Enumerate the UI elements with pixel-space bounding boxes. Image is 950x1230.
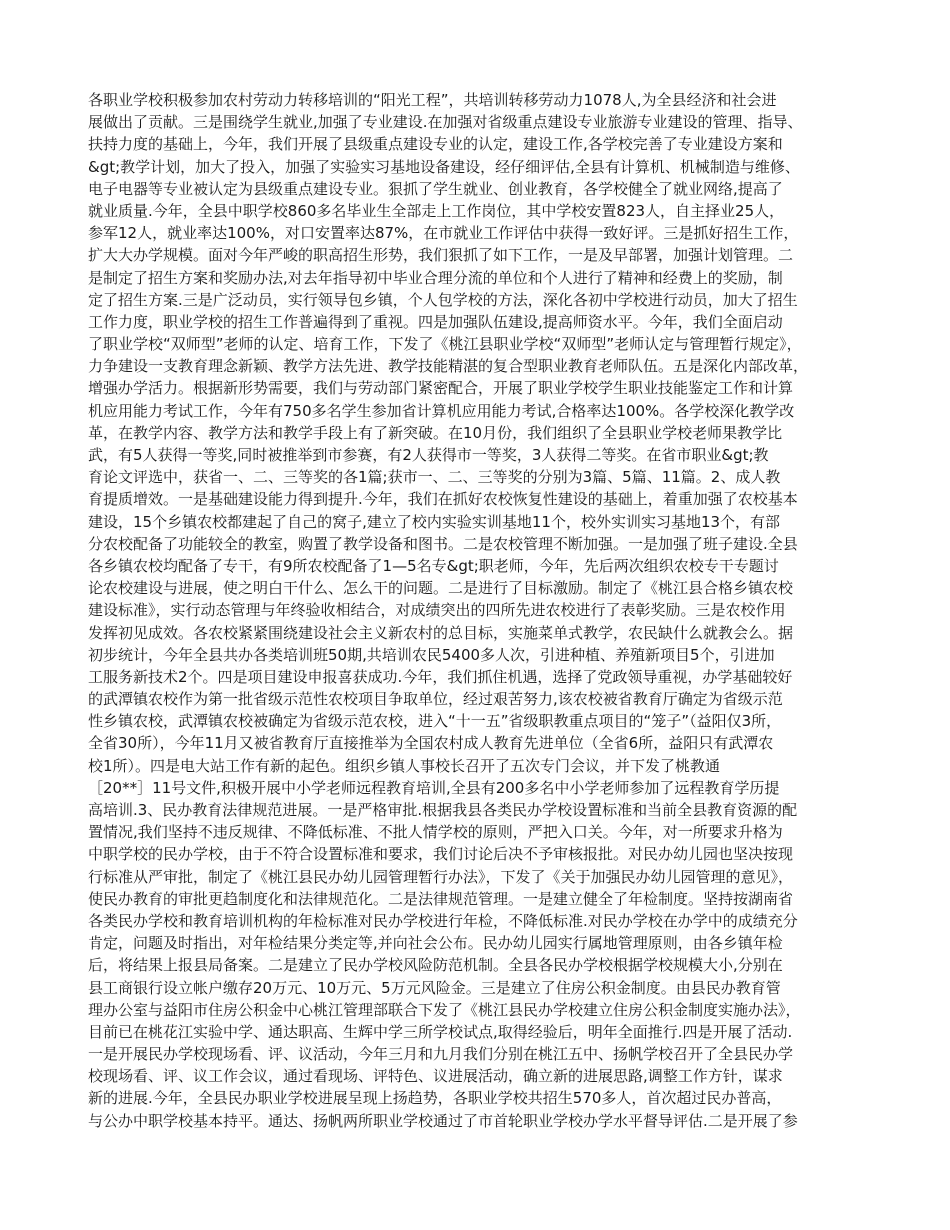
text-line: 电子电器等专业被认定为县级重点建设专业。狠抓了学生就业、创业教育，各学校健全了就业网络,提高了 bbox=[88, 179, 783, 198]
text-line: 初步统计，今年全县共办各类培训班50期,共培训农民5400多人次，引进种植、养殖新项目5个，引进加 bbox=[88, 645, 775, 664]
text-line: 后，将结果上报县局备案。二是建立了民办学校风险防范机制。全县各民办学校根据学校规模大小,分别在 bbox=[88, 956, 783, 975]
text-line: 是制定了招生方案和奖励办法,对去年指导初中毕业合理分流的单位和个人进行了精神和经费上的奖励，制 bbox=[88, 268, 783, 287]
text-line: 建设，15个乡镇农校都建起了自己的窝子,建立了校内实验实训基地11个，校外实训实习基地13个，有部 bbox=[88, 512, 781, 531]
text-line: 校现场看、评、议工作会议，通过看现场、评特色、议进展活动，确立新的进展思路,调整工作方针，谋求 bbox=[88, 1067, 783, 1086]
text-line: 各乡镇农校均配备了专干，有9所农校配备了1—5名专&gt;职老师，今年，先后两次组织农校专干专题讨 bbox=[88, 556, 779, 575]
text-line: 定了招生方案.三是广泛动员，实行领导包乡镇，个人包学校的方法，深化各初中学校进行动员，加大了招生 bbox=[88, 290, 798, 309]
text-line: 使民办教育的审批更趋制度化和法律规范化。二是法律规范管理。一是建立健全了年检制度。坚持按湖南省 bbox=[88, 889, 794, 908]
text-line: 的武潭镇农校作为第一批省级示范性农校项目争取单位，经过艰苦努力,该农校被省教育厅确定为省级示范 bbox=[88, 690, 783, 709]
text-line: 工作力度，职业学校的招生工作普遍得到了重视。四是加强队伍建设,提高师资水平。今年，我们全面启动 bbox=[88, 312, 783, 331]
text-line: &gt;教学计划，加大了投入，加强了实验实习基地设备建设，经仔细评估,全县有计算机、机械制造与维修、 bbox=[88, 157, 800, 176]
text-line: 发挥初见成效。各农校紧紧围绕建设社会主义新农村的总目标，实施菜单式教学，农民缺什么就教会么。据 bbox=[88, 623, 794, 642]
text-line: 建设标准》，实行动态管理与年终验收相结合，对成绩突出的四所先进农校进行了表彰奖励。三是农校作用 bbox=[88, 601, 786, 620]
text-line: 县工商银行设立帐户缴存20万元、10万元、5万元风险金。三是建立了住房公积金制度。由县民办教育管 bbox=[88, 978, 781, 997]
text-line: 力争建设一支教育理念新颖、教学方法先进、教学技能精湛的复合型职业教育老师队伍。五是深化内部改革， bbox=[88, 357, 809, 376]
text-line: 育提质增效。一是基础建设能力得到提升.今年，我们在抓好农校恢复性建设的基础上，着重加强了农校基本 bbox=[88, 490, 798, 509]
text-line: 机应用能力考试工作，今年有750多名学生参加省计算机应用能力考试,合格率达100%。各学校深化教学改 bbox=[88, 401, 795, 420]
text-line: 与公办中职学校基本持平。通达、扬帆两所职业学校通过了市首轮职业学校办学水平督导评估.二是开展了参 bbox=[88, 1111, 798, 1130]
text-line: 高培训.3、民办教育法律规范进展。一是严格审批.根据我县各类民办学校设置标准和当前全县教育资源的配 bbox=[88, 801, 798, 819]
document-body-text bbox=[88, 89, 878, 1132]
text-line: 各类民办学校和教育培训机构的年检标准对民办学校进行年检，不降低标准.对民办学校在办学中的成绩充分 bbox=[88, 911, 798, 930]
text-line: 展做出了贡献。三是围绕学生就业,加强了专业建设.在加强对省级重点建设专业旅游专业建设的管理、指导、 bbox=[88, 113, 803, 132]
text-line: 新的进展.今年，全县民办职业学校进展呈现上扬趋势，各职业学校共招生570多人，首次超过民办普高， bbox=[88, 1089, 782, 1108]
text-line: 一是开展民办学校现场看、评、议活动，今年三月和九月我们分别在桃江五中、扬帆学校召开了全县民办学 bbox=[88, 1045, 794, 1064]
text-line: 分农校配备了功能较全的教室，购置了教学设备和图书。二是农校管理不断加强。一是加强了班子建设.全县 bbox=[88, 534, 798, 553]
text-line: 性乡镇农校，武潭镇农校被确定为省级示范农校，进入“十一五”省级职教重点项目的“笼子”（益阳仅3所， bbox=[88, 712, 782, 731]
text-line: 肯定，问题及时指出，对年检结果分类定等,并向社会公布。民办幼儿园实行属地管理原则，由各乡镇年检 bbox=[88, 934, 783, 953]
text-line: 理办公室与益阳市住房公积金中心桃江管理部联合下发了《桃江县民办学校建立住房公积金制度实施办法》， bbox=[88, 1000, 801, 1019]
text-line: 置情况,我们坚持不违反规律、不降低标准、不批人情学校的原则，严把入口关。今年，对一所要求升格为 bbox=[88, 823, 783, 842]
text-line: 扶持力度的基础上，今年，我们开展了县级重点建设专业的认定，建设工作,各学校完善了专业建设方案和 bbox=[88, 135, 783, 154]
text-line: 校1所）。四是电大站工作有新的起色。组织乡镇人事校长召开了五次专门会议，并下发了桃教通 bbox=[88, 756, 721, 775]
text-line: 工服务新技术2个。四是项目建设申报喜获成功.今年，我们抓住机遇，选择了党政领导重视，办学基础较好 bbox=[88, 667, 793, 686]
text-line: ［20**］11号文件,积极开展中小学老师远程教育培训,全县有200多名中小学老师参加了远程教育学历提 bbox=[88, 778, 780, 797]
text-line: 各职业学校积极参加农村劳动力转移培训的“阳光工程”，共培训转移劳动力1078人,为全县经济和社会进 bbox=[88, 91, 777, 109]
text-line: 了职业学校“双师型”老师的认定、培育工作，下发了《桃江县职业学校“双师型”老师认定与管理暂行规定》， bbox=[88, 335, 802, 354]
text-line: 增强办学活力。根据新形势需要，我们与劳动部门紧密配合，开展了职业学校学生职业技能鉴定工作和计算 bbox=[88, 379, 794, 398]
text-line: 革，在教学内容、教学方法和教学手段上有了新突破。在10月份，我们组织了全县职业学校老师果教学比 bbox=[88, 423, 783, 442]
text-line: 目前已在桃花江实验中学、通达职高、生辉中学三所学校试点,取得经验后，明年全面推行.四是开展了活动. bbox=[88, 1022, 793, 1041]
text-line: 参军12人，就业率达100%，对口安置率达87%，在市就业工作评估中获得一致好评。三是抓好招生工作， bbox=[88, 224, 799, 243]
text-line: 武，有5人获得一等奖,同时被推举到市参赛，有2人获得市一等奖，3人获得二等奖。在省市职业&gt;教 bbox=[88, 446, 769, 464]
text-line: 扩大大办学规模。面对今年严峻的职高招生形势，我们狠抓了如下工作，一是及早部署，加强计划管理。二 bbox=[88, 246, 794, 265]
text-line: 行标准从严审批，制定了《桃江县民办幼儿园管理暂行办法》，下发了《关于加强民办幼儿园管理的意见》， bbox=[88, 867, 794, 886]
text-line: 论农校建设与进展，使之明白干什么、怎么干的问题。二是进行了目标激励。制定了《桃江县合格乡镇农校 bbox=[88, 579, 794, 598]
text-line: 育论文评选中，获省一、二、三等奖的各1篇;获市一、二、三等奖的分别为3篇、5篇、11篇。2、成人教 bbox=[88, 468, 781, 487]
text-line: 就业质量.今年，全县中职学校860多名毕业生全部走上工作岗位，其中学校安置823人，自主择业25人， bbox=[88, 201, 785, 220]
text-line: 全省30所），今年11月又被省教育厅直接推举为全国农村成人教育先进单位（全省6所，益阳只有武潭农 bbox=[88, 734, 774, 753]
text-line: 中职学校的民办学校，由于不符合设置标准和要求，我们讨论后决不予审核报批。对民办幼儿园也坚决按现 bbox=[88, 845, 794, 864]
